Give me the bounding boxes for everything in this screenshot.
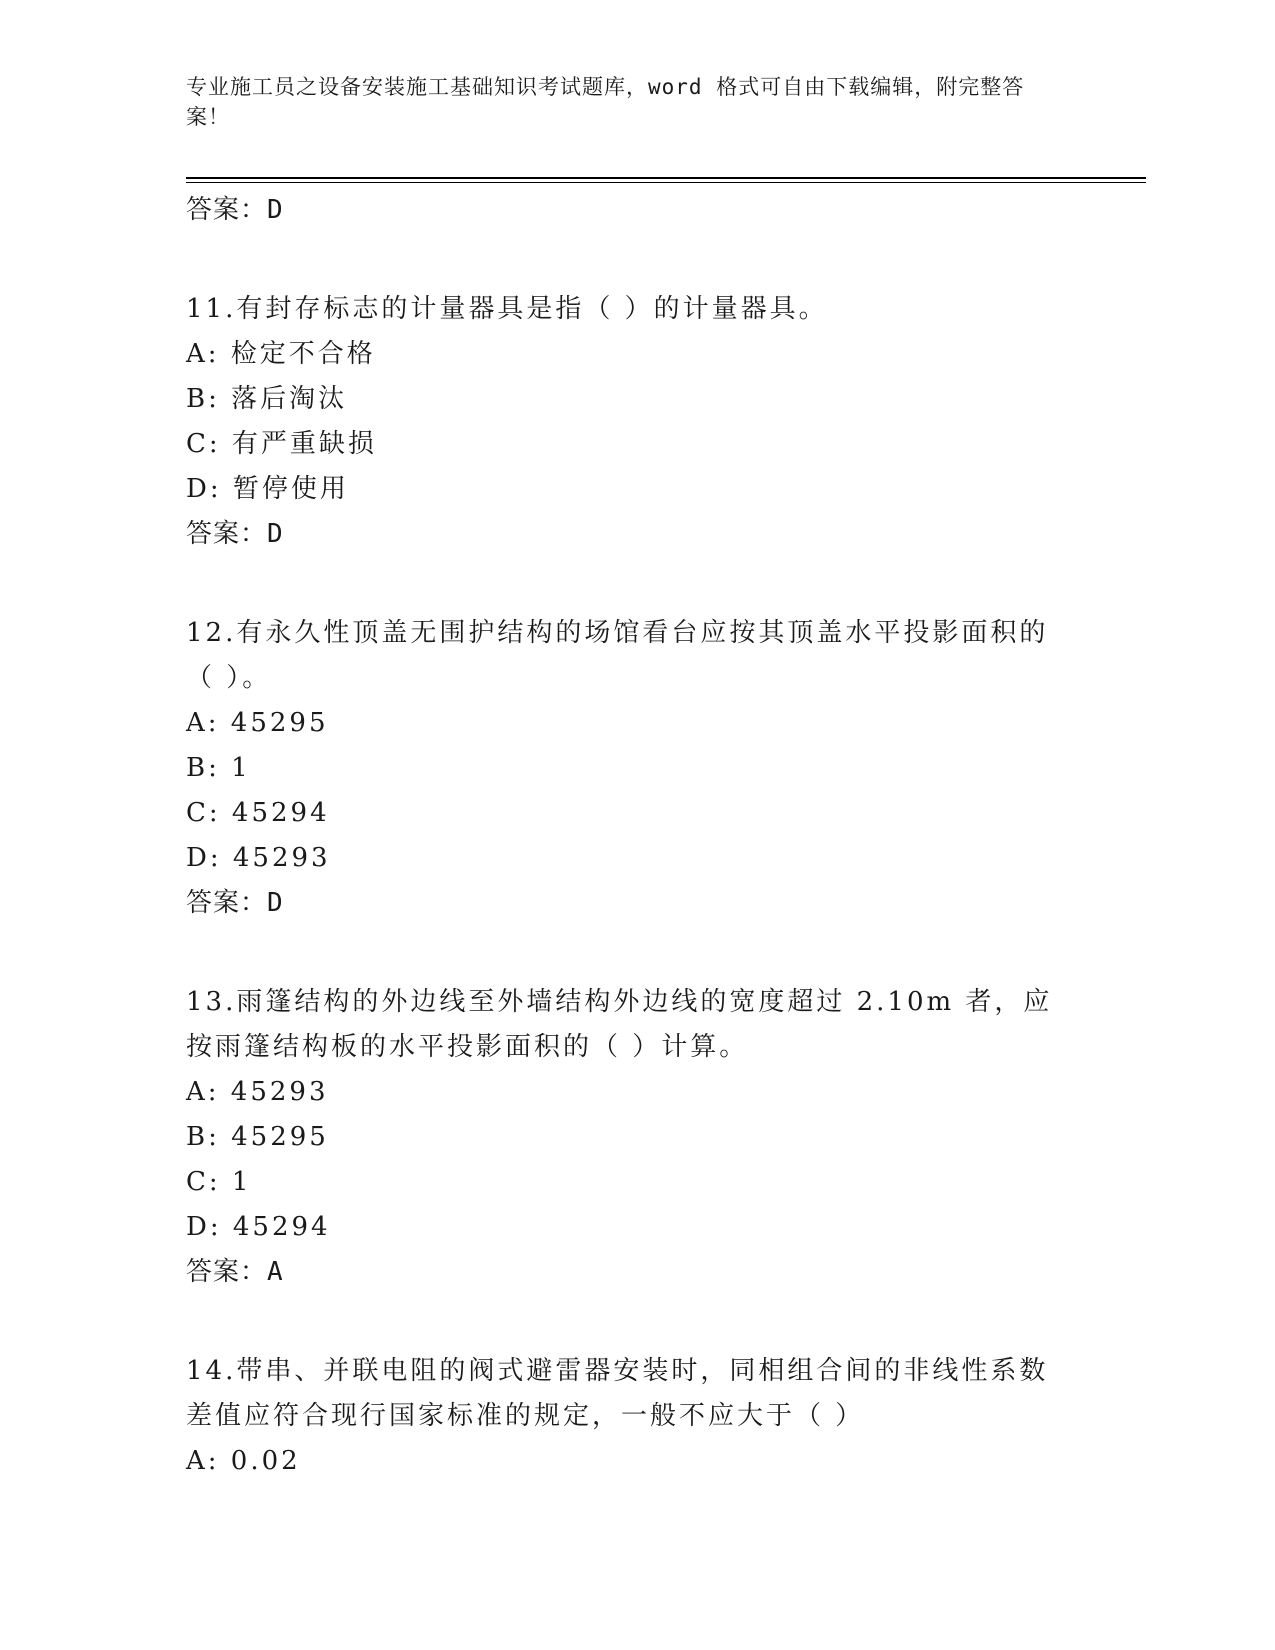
question-text: 12.有永久性顶盖无围护结构的场馆看台应按其顶盖水平投影面积的（ ）。 [186,618,1049,693]
question-text: 11.有封存标志的计量器具是指（ ）的计量器具。 [186,294,828,324]
option-d: D: 45294 [186,1212,331,1242]
option-a: A: 检定不合格 [186,339,376,369]
document-header: 专业施工员之设备安装施工基础知识考试题库，word 格式可自由下载编辑，附完整答案！ [186,75,1025,129]
option-b: B: 落后淘汰 [186,384,348,414]
question-item [186,611,1086,926]
option-a: A: 0.02 [186,1446,301,1476]
answer-line: 答案：A [186,1257,284,1287]
question-item [186,1349,1086,1484]
question-item [186,287,1086,557]
header-divider-thick [186,177,1146,179]
question-list [186,188,1086,1484]
header-divider-thin [186,182,1146,183]
answer-line: 答案：D [186,195,284,225]
question-text: 13.雨篷结构的外边线至外墙结构外边线的宽度超过 2.10m 者，应按雨篷结构板的水平投影面积的（ ）计算。 [186,987,1053,1062]
option-d: D: 暂停使用 [186,474,349,504]
answer-line: 答案：D [186,888,284,918]
option-b: B: 45295 [186,1122,329,1152]
option-c: C: 1 [186,1167,252,1197]
option-c: C: 45294 [186,798,330,828]
option-b: B: 1 [186,753,251,783]
question-text: 14.带串、并联电阻的阀式避雷器安装时，同相组合间的非线性系数差值应符合现行国家标准的规定，一般不应大于（ ） [186,1356,1049,1431]
question-item [186,980,1086,1295]
option-a: A: 45295 [186,708,329,738]
option-c: C: 有严重缺损 [186,429,377,459]
option-a: A: 45293 [186,1077,329,1107]
option-d: D: 45293 [186,843,331,873]
answer-line: 答案：D [186,519,284,549]
